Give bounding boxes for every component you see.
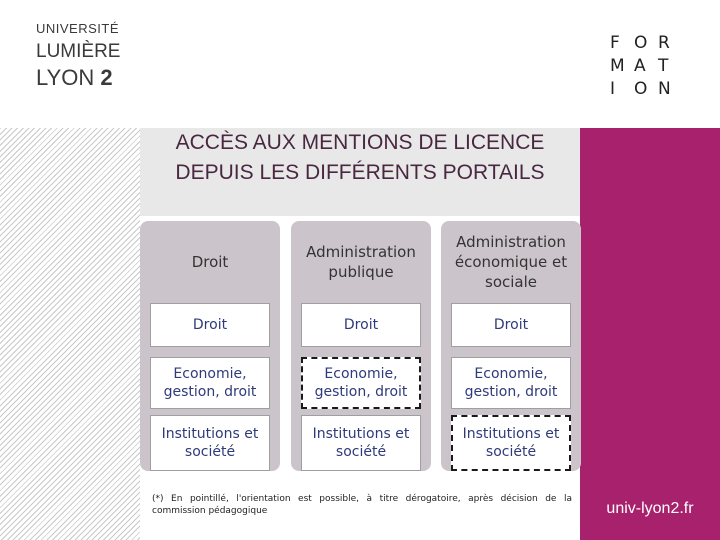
formation-letter: I — [610, 79, 616, 99]
portal-header: Administration économique et sociale — [454, 233, 568, 291]
formation-letter: T — [658, 56, 669, 76]
mention-cell: Economie, gestion, droit — [150, 357, 270, 409]
formation-letter: F — [610, 33, 620, 53]
formation-letter: O — [634, 79, 648, 99]
university-logo[interactable] — [36, 22, 120, 89]
logo-line-2: LUMIÈRE — [36, 41, 121, 62]
formation-letter: A — [634, 56, 646, 76]
hatched-background — [0, 128, 140, 540]
page-title: ACCÈS AUX MENTIONS DE LICENCE DEPUIS LES DIFFÉRENTS PORTAILS — [175, 131, 545, 184]
portal-header: Administration publique — [306, 243, 416, 281]
logo-line-1: UNIVERSITÉ — [36, 21, 120, 36]
logo-line-3: LYON 2 — [36, 65, 113, 90]
formation-letter: R — [658, 33, 670, 53]
mention-cell: Economie, gestion, droit — [451, 357, 571, 409]
mention-cell-derogatory: Institutions et société — [451, 415, 571, 471]
formation-logo — [610, 34, 690, 98]
mention-cell: Institutions et société — [301, 415, 421, 471]
mention-cell-derogatory: Economie, gestion, droit — [301, 357, 421, 409]
formation-letter: N — [658, 79, 671, 99]
footnote: (*) En pointillé, l'orientation est possible, à titre dérogatoire, après décision de la commission pédagogique — [152, 494, 572, 516]
formation-letter: O — [634, 33, 648, 53]
portal-header: Droit — [191, 253, 229, 271]
mention-cell: Droit — [301, 303, 421, 347]
mention-cell: Droit — [451, 303, 571, 347]
mention-cell: Droit — [150, 303, 270, 347]
footer-url-link[interactable]: univ-lyon2.fr — [606, 500, 694, 517]
formation-letter: M — [610, 56, 625, 76]
mention-cell: Institutions et société — [150, 415, 270, 471]
